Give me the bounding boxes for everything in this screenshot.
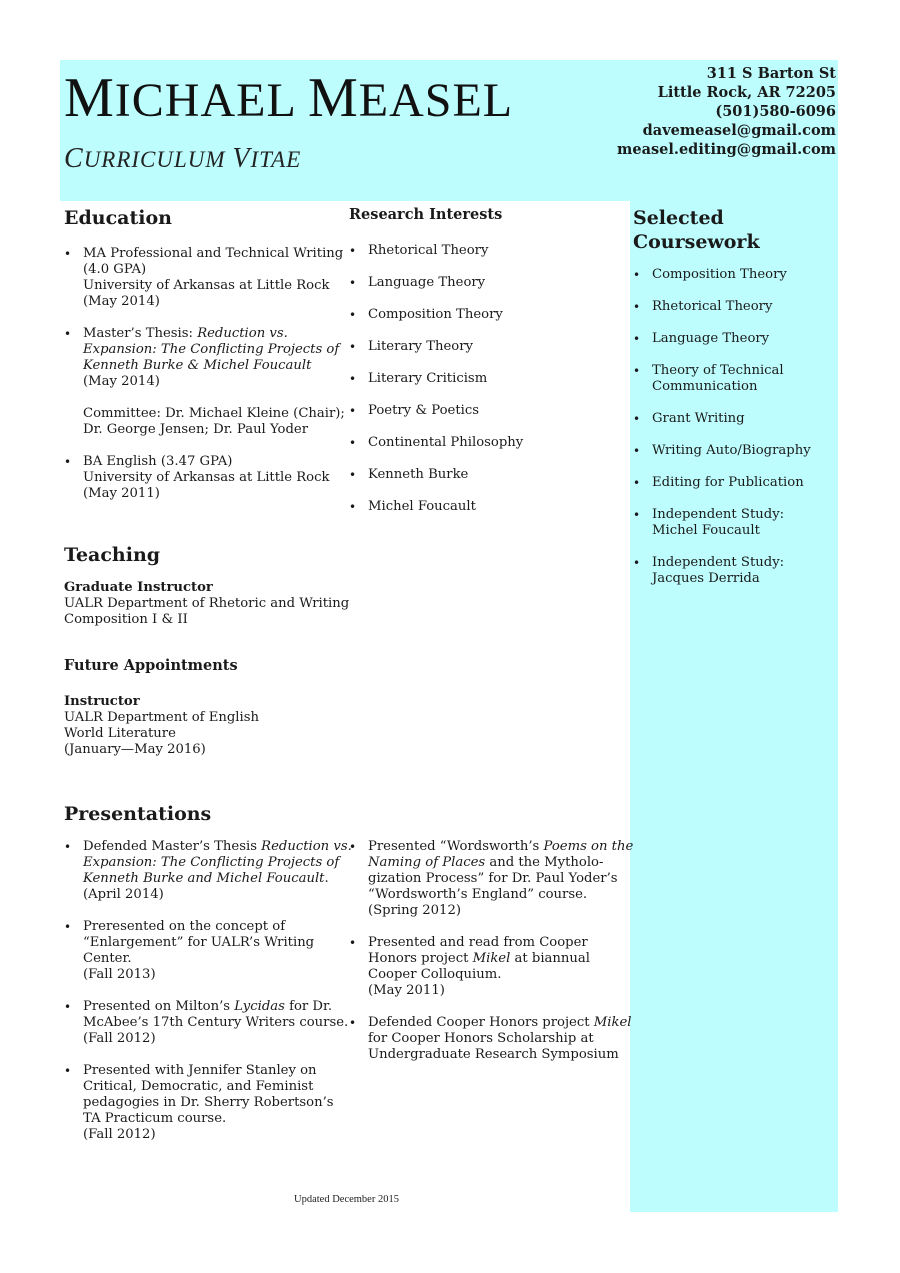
teaching-section: Graduate Instructor UALR Department of Rhetoric and Writing Composition I & II bbox=[64, 580, 350, 627]
coursework-item: • Grant Writing bbox=[633, 411, 833, 427]
presentations-column-left bbox=[64, 839, 354, 1143]
coursework-item: • Theory of Technical Communication bbox=[633, 363, 833, 395]
research-heading: Research Interests bbox=[349, 206, 503, 223]
research-item: • Literary Theory bbox=[349, 339, 619, 355]
contact-phone: (501)580-6096 bbox=[715, 103, 836, 120]
research-item: • Kenneth Burke bbox=[349, 467, 619, 483]
future-section: Instructor UALR Department of English World Literature (January—May 2016) bbox=[64, 694, 259, 757]
coursework-item: • Rhetorical Theory bbox=[633, 299, 833, 315]
contact-city: Little Rock, AR 72205 bbox=[657, 84, 836, 101]
contact-info bbox=[617, 64, 836, 159]
list-item: • Defended Cooper Honors project Mikel for Cooper Honors Scholarship at Undergraduate Research Symposium bbox=[349, 1015, 629, 1063]
research-item: • Poetry & Poetics bbox=[349, 403, 619, 419]
research-item: • Language Theory bbox=[349, 275, 619, 291]
contact-email-secondary[interactable]: measel.editing@gmail.com bbox=[617, 141, 836, 158]
coursework-item: • Language Theory bbox=[633, 331, 833, 347]
list-item: • Master’s Thesis: Reduction vs. Expansion: The Conflicting Projects of Kenneth Burke & Michel Foucault (May 2014) Committee: Dr. Michael Kleine (Chair); Dr. George Jensen; Dr. Paul Yoder bbox=[64, 326, 354, 438]
list-item: • Presented and read from Cooper Honors project Mikel at biannual Cooper Colloquium. (May 2011) bbox=[349, 935, 629, 999]
footer-updated: Updated December 2015 bbox=[294, 1194, 399, 1205]
list-item: • MA Professional and Technical Writing (4.0 GPA) University of Arkansas at Little Rock (May 2014) bbox=[64, 246, 354, 310]
page-subtitle: CURRICULUM VITAE bbox=[64, 143, 302, 174]
research-item: • Literary Criticism bbox=[349, 371, 619, 387]
research-item: • Composition Theory bbox=[349, 307, 619, 323]
coursework-item: • Composition Theory bbox=[633, 267, 833, 283]
research-item: • Michel Foucault bbox=[349, 499, 619, 515]
coursework-heading: Selected Coursework bbox=[633, 207, 760, 253]
education-section bbox=[64, 246, 354, 502]
education-heading: Education bbox=[64, 207, 172, 229]
research-section bbox=[349, 243, 619, 531]
coursework-item: • Editing for Publication bbox=[633, 475, 833, 491]
research-item: • Continental Philosophy bbox=[349, 435, 619, 451]
list-item: • Presented with Jennifer Stanley on Critical, Democratic, and Feminist pedagogies in Dr. Sherry Robertson’s TA Practicum course. (Fall 2012) bbox=[64, 1063, 354, 1143]
coursework-section bbox=[633, 267, 833, 603]
list-item: • BA English (3.47 GPA) University of Arkansas at Little Rock (May 2011) bbox=[64, 454, 354, 502]
list-item: • Presented on Milton’s Lycidas for Dr. McAbee’s 17th Century Writers course. (Fall 2012) bbox=[64, 999, 354, 1047]
future-heading: Future Appointments bbox=[64, 657, 238, 674]
list-item: • Preresented on the concept of “Enlargement” for UALR’s Writing Center. (Fall 2013) bbox=[64, 919, 354, 983]
contact-email[interactable]: davemeasel@gmail.com bbox=[642, 122, 836, 139]
page-title: MICHAEL MEASEL bbox=[64, 67, 514, 129]
coursework-item: • Writing Auto/Biography bbox=[633, 443, 833, 459]
contact-street: 311 S Barton St bbox=[706, 65, 836, 82]
list-item: • Presented “Wordsworth’s Poems on the Naming of Places and the Mytholo- gization Process” for Dr. Paul Yoder’s “Wordsworth’s England” course. (Spring 2012) bbox=[349, 839, 629, 919]
coursework-item: • Independent Study: Jacques Derrida bbox=[633, 555, 833, 587]
presentations-column-right bbox=[349, 839, 634, 1063]
coursework-item: • Independent Study: Michel Foucault bbox=[633, 507, 833, 539]
presentations-heading: Presentations bbox=[64, 803, 212, 825]
teaching-heading: Teaching bbox=[64, 544, 161, 566]
research-item: • Rhetorical Theory bbox=[349, 243, 619, 259]
list-item: • Defended Master’s Thesis Reduction vs. Expansion: The Conflicting Projects of Kenneth Burke and Michel Foucault. (April 2014) bbox=[64, 839, 354, 903]
